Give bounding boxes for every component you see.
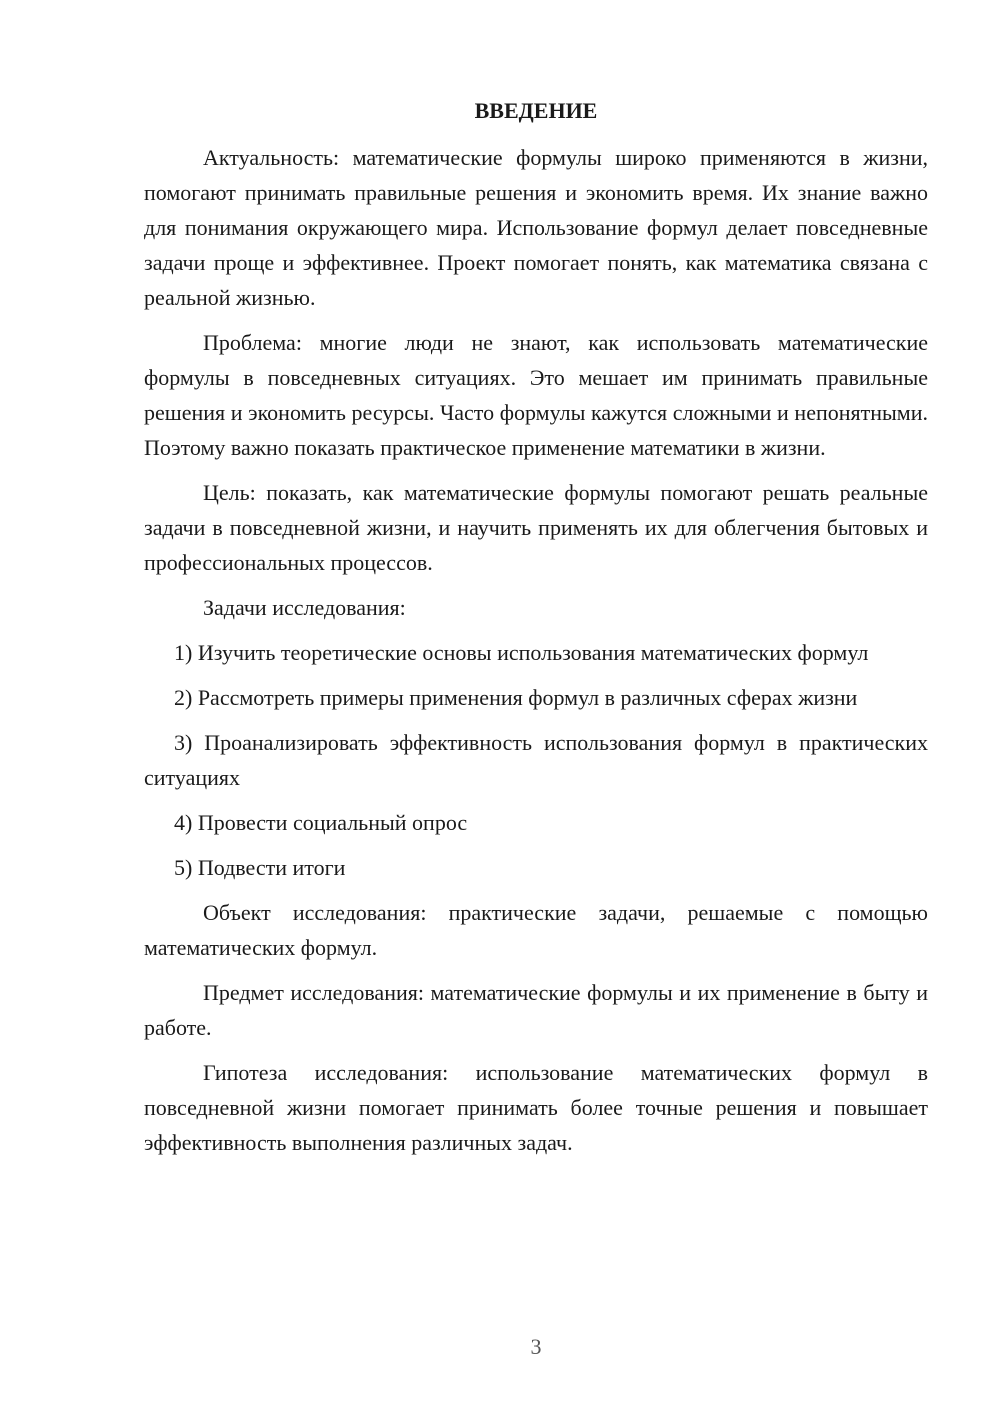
task-item: 3) Проанализировать эффективность использования формул в практических ситуациях (144, 730, 928, 790)
page-title: ВВЕДЕНИЕ (474, 98, 598, 123)
paragraph-subject: Предмет исследования: математические формулы и их применение в быту и работе. (144, 980, 928, 1040)
paragraph-goal: Цель: показать, как математические формулы помогают решать реальные задачи в повседневной жизни, и научить применять их для облегчения бытовых и профессиональных процессов. (144, 480, 928, 575)
paragraph-relevance: Актуальность: математические формулы широко применяются в жизни, помогают принимать правильные решения и экономить время. Их знание важно для понимания окружающего мира. Использование формул делает повседневные задачи проще и эффективнее. Проект помогает понять, как математика связана с реальной жизнью. (144, 145, 928, 310)
paragraph-tasks-heading: Задачи исследования: (203, 595, 406, 620)
task-item: 2) Рассмотреть примеры применения формул в различных сферах жизни (174, 685, 858, 710)
task-item: 1) Изучить теоретические основы использования математических формул (174, 640, 869, 665)
paragraph-problem: Проблема: многие люди не знают, как использовать математические формулы в повседневных ситуациях. Это мешает им принимать правильные решения и экономить ресурсы. Часто формулы кажутся сложными и непонятными. Поэтому важно показать практическое применение математики в жизни. (144, 330, 928, 460)
page-number: 3 (530, 1334, 542, 1359)
task-item: 5) Подвести итоги (174, 855, 346, 880)
task-item: 4) Провести социальный опрос (174, 810, 468, 835)
paragraph-hypothesis: Гипотеза исследования: использование математических формул в повседневной жизни помогает принимать более точные решения и повышает эффективность выполнения различных задач. (144, 1060, 928, 1155)
document-body (144, 140, 928, 1170)
paragraph-object: Объект исследования: практические задачи, решаемые с помощью математических формул. (144, 900, 928, 960)
